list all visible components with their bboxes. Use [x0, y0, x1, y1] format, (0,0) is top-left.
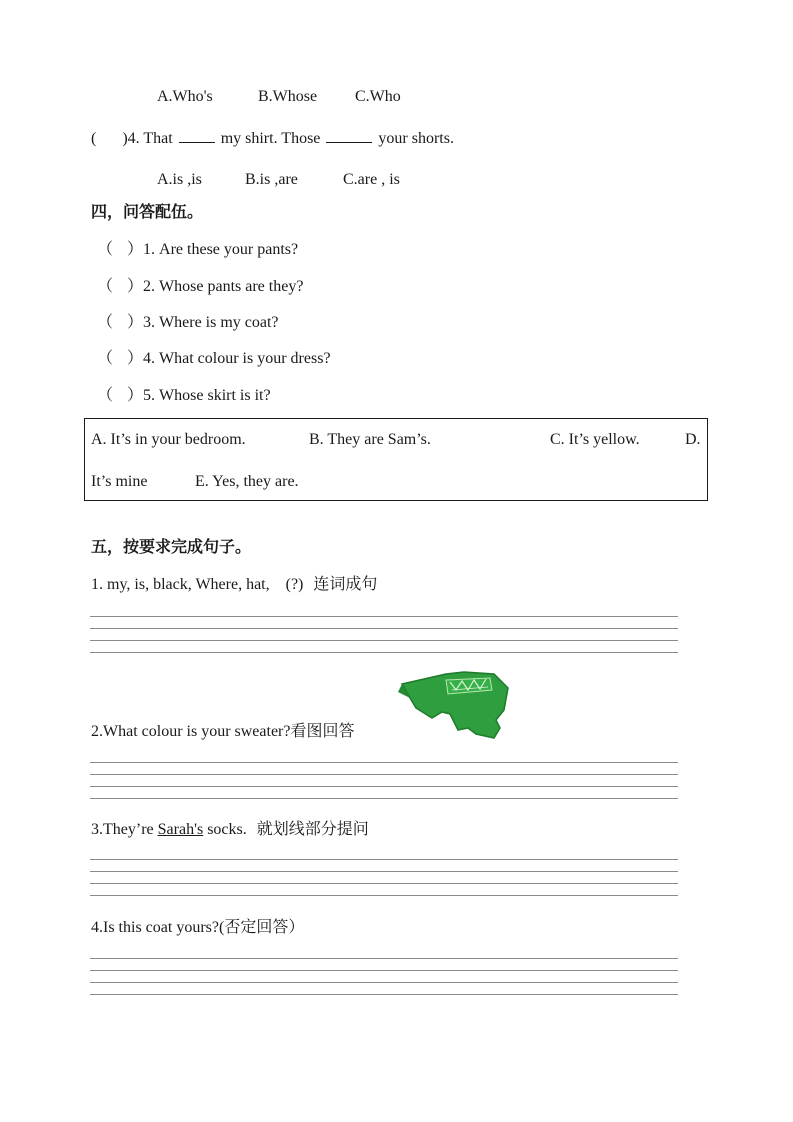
paren-close: ） — [127, 348, 144, 367]
question-text: 4.Is this coat yours?( — [91, 919, 225, 936]
section-5-title: 五，按要求完成句子。 — [91, 537, 252, 556]
section-4-title: 四，问答配伍。 — [91, 202, 204, 221]
match-item-2 — [97, 278, 303, 295]
underlined-word: Sarah's — [157, 821, 204, 838]
q3-option-a: A.Who's — [157, 88, 213, 105]
instruction-text: 就划线部分提问 — [256, 819, 369, 838]
instruction-text: 连词成句 — [313, 574, 378, 593]
word-list: 1. my, is, black, Where, hat, — [91, 576, 270, 593]
s5-question-4 — [91, 919, 304, 936]
paren-open: （ — [97, 239, 114, 258]
match-question-text: 2. Whose pants are they? — [143, 278, 304, 295]
fill-blank-1[interactable] — [179, 142, 215, 143]
match-item-1 — [97, 241, 298, 258]
paren-close: ） — [127, 312, 144, 331]
match-item-4 — [97, 350, 331, 367]
match-item-5 — [97, 387, 271, 404]
paren-open: （ — [97, 348, 114, 367]
paren-close: ） — [288, 917, 305, 936]
question-text-end: socks. — [207, 821, 247, 838]
writing-lines-2[interactable] — [90, 758, 678, 800]
answer-option-b: B. They are Sam’s. — [309, 431, 431, 448]
instruction-text: 看图回答 — [290, 721, 355, 740]
paren-close: ） — [127, 385, 144, 404]
paren-open: （ — [97, 276, 114, 295]
paren-open: （ — [97, 385, 114, 404]
match-question-text: 5. Whose skirt is it? — [143, 387, 271, 404]
q3-option-b: B.Whose — [258, 88, 318, 105]
q4-option-a: A.is ,is — [157, 171, 202, 188]
answer-option-d-text: It’s mine — [91, 473, 148, 490]
instruction-text: 否定回答 — [224, 917, 289, 936]
question-mark-hint: (?) — [285, 576, 304, 593]
writing-lines-3[interactable] — [90, 855, 678, 897]
answer-option-c: C. It’s yellow. — [550, 431, 640, 448]
s5-question-1 — [91, 576, 377, 593]
question-text: 3.They’re — [91, 821, 154, 838]
q4-option-c: C.are , is — [343, 171, 400, 188]
question-4-middle: my shirt. Those — [220, 130, 321, 147]
question-4-end: your shorts. — [378, 130, 454, 147]
paren-close: ） — [127, 276, 144, 295]
q3-option-c: C.Who — [355, 88, 401, 105]
answer-option-d: D. — [685, 431, 701, 448]
question-4-start: )4. That — [122, 130, 173, 147]
match-question-text: 4. What colour is your dress? — [143, 350, 331, 367]
match-question-text: 1. Are these your pants? — [143, 241, 299, 258]
green-sweater-picture — [396, 668, 510, 740]
match-item-3 — [97, 314, 279, 331]
writing-lines-1[interactable] — [90, 612, 678, 654]
match-question-text: 3. Where is my coat? — [143, 314, 279, 331]
s5-question-2 — [91, 723, 355, 740]
question-text: 2.What colour is your sweater? — [91, 723, 291, 740]
question-4-line — [91, 131, 454, 147]
paren-open: （ — [97, 312, 114, 331]
fill-blank-2[interactable] — [326, 142, 372, 143]
q4-option-b: B.is ,are — [245, 171, 298, 188]
writing-lines-4[interactable] — [90, 954, 678, 996]
paren-close: ） — [127, 239, 144, 258]
answer-paren-open: ( — [91, 130, 97, 147]
answer-option-e: E. Yes, they are. — [195, 473, 299, 490]
answer-option-a: A. It’s in your bedroom. — [91, 431, 246, 448]
s5-question-3 — [91, 821, 369, 838]
